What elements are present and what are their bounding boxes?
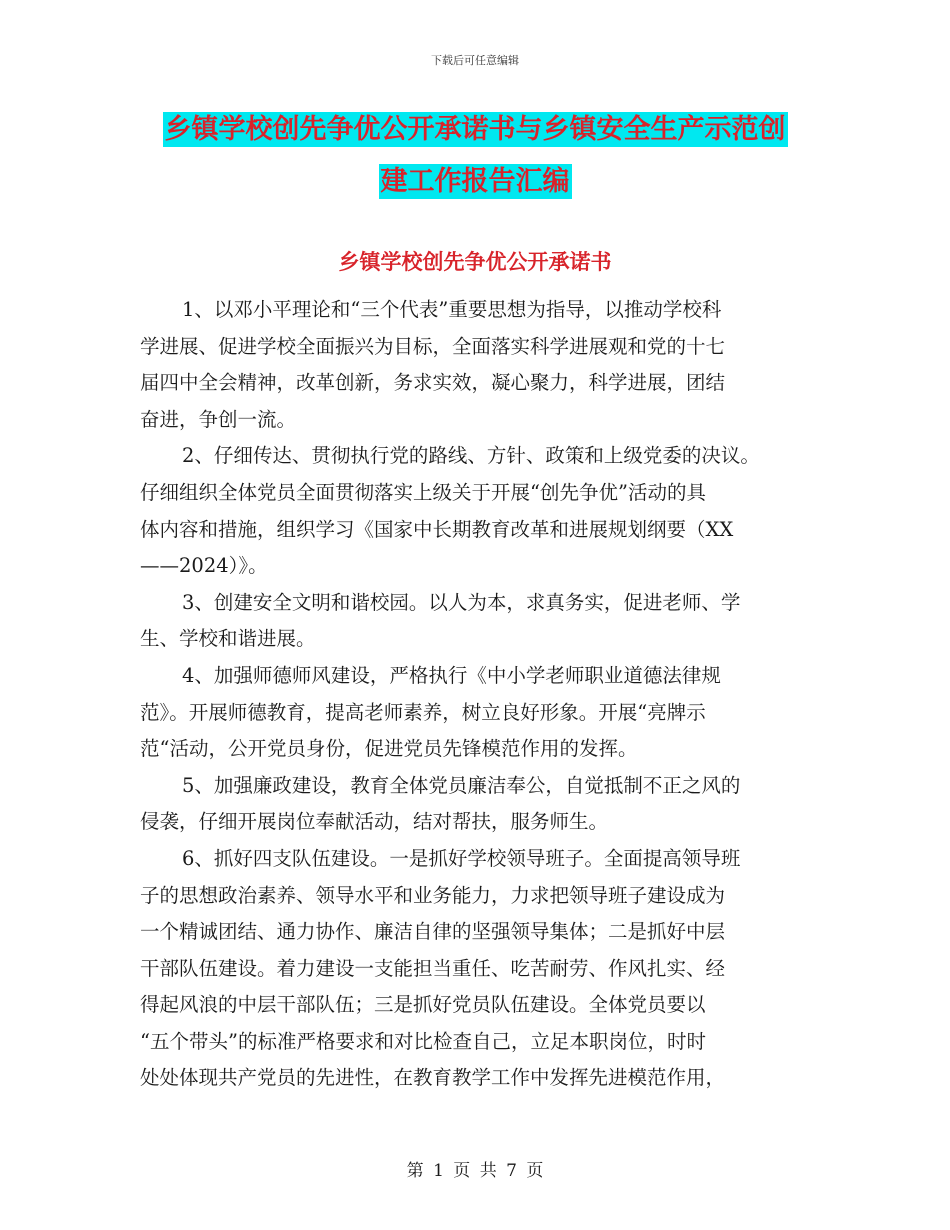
body-line: 仔细组织全体党员全面贯彻落实上级关于开展“创先争优”活动的具 — [140, 480, 706, 504]
body-line: 一个精诚团结、通力协作、廉洁自律的坚强领导集体；二是抓好中层 — [140, 920, 726, 944]
body-line: “五个带头”的标准严格要求和对比检查自己，立足本职岗位，时时 — [140, 1029, 706, 1053]
body-line: 3、创建安全文明和谐校园。以人为本，求真务实，促进老师、学 — [182, 590, 741, 614]
page-header-note: 下载后可任意编辑 — [431, 54, 519, 67]
body-line: 届四中全会精神，改革创新，务求实效，凝心聚力，科学进展，团结 — [140, 371, 726, 395]
body-line: 侵袭，仔细开展岗位奉献活动，结对帮扶，服务师生。 — [140, 810, 609, 834]
body-line: 干部队伍建设。着力建设一支能担当重任、吃苦耐劳、作风扎实、经 — [140, 956, 726, 980]
body-line: 子的思想政治素养、领导水平和业务能力，力求把领导班子建设成为 — [140, 883, 726, 907]
page-number: 第 1 页 共 7 页 — [406, 1161, 544, 1181]
body-line: 范》。开展师德教育，提高老师素养，树立良好形象。开展“亮牌示 — [140, 700, 706, 724]
body-line: 范“活动，公开党员身份，促进党员先锋模范作用的发挥。 — [140, 737, 638, 761]
body-line: 体内容和措施，组织学习《国家中长期教育改革和进展规划纲要（XX — [140, 517, 734, 541]
body-line: 2、仔细传达、贯彻执行党的路线、方针、政策和上级党委的决议。 — [182, 444, 760, 468]
body-line: 6、抓好四支队伍建设。一是抓好学校领导班子。全面提高领导班 — [182, 846, 741, 870]
title-highlight: 建工作报告汇编 — [380, 166, 570, 197]
body-line: 得起风浪的中层干部队伍；三是抓好党员队伍建设。全体党员要以 — [140, 993, 706, 1017]
section-title: 乡镇学校创先争优公开承诺书 — [338, 250, 612, 274]
body-line: 4、加强师德师风建设，严格执行《中小学老师职业道德法律规 — [182, 663, 721, 687]
title-highlight: 乡镇学校创先争优公开承诺书与乡镇安全生产示范创 — [164, 114, 786, 145]
body-line: 5、加强廉政建设，教育全体党员廉洁奉公，自觉抵制不正之风的 — [182, 773, 741, 797]
document-body — [140, 292, 830, 1097]
document-title-line-1 — [0, 104, 950, 156]
body-line: 1、以邓小平理论和“三个代表”重要思想为指导，以推动学校科 — [182, 298, 722, 321]
document-title — [0, 104, 950, 208]
body-line: ——2024）》。 — [140, 554, 268, 578]
body-line: 奋进，争创一流。 — [140, 407, 297, 431]
body-line: 生、学校和谐进展。 — [140, 627, 316, 651]
document-title-line-2 — [0, 156, 950, 208]
body-line: 处处体现共产党员的先进性，在教育教学工作中发挥先进模范作用， — [140, 1066, 726, 1090]
body-line: 学进展、促进学校全面振兴为目标，全面落实科学进展观和党的十七 — [140, 334, 726, 358]
